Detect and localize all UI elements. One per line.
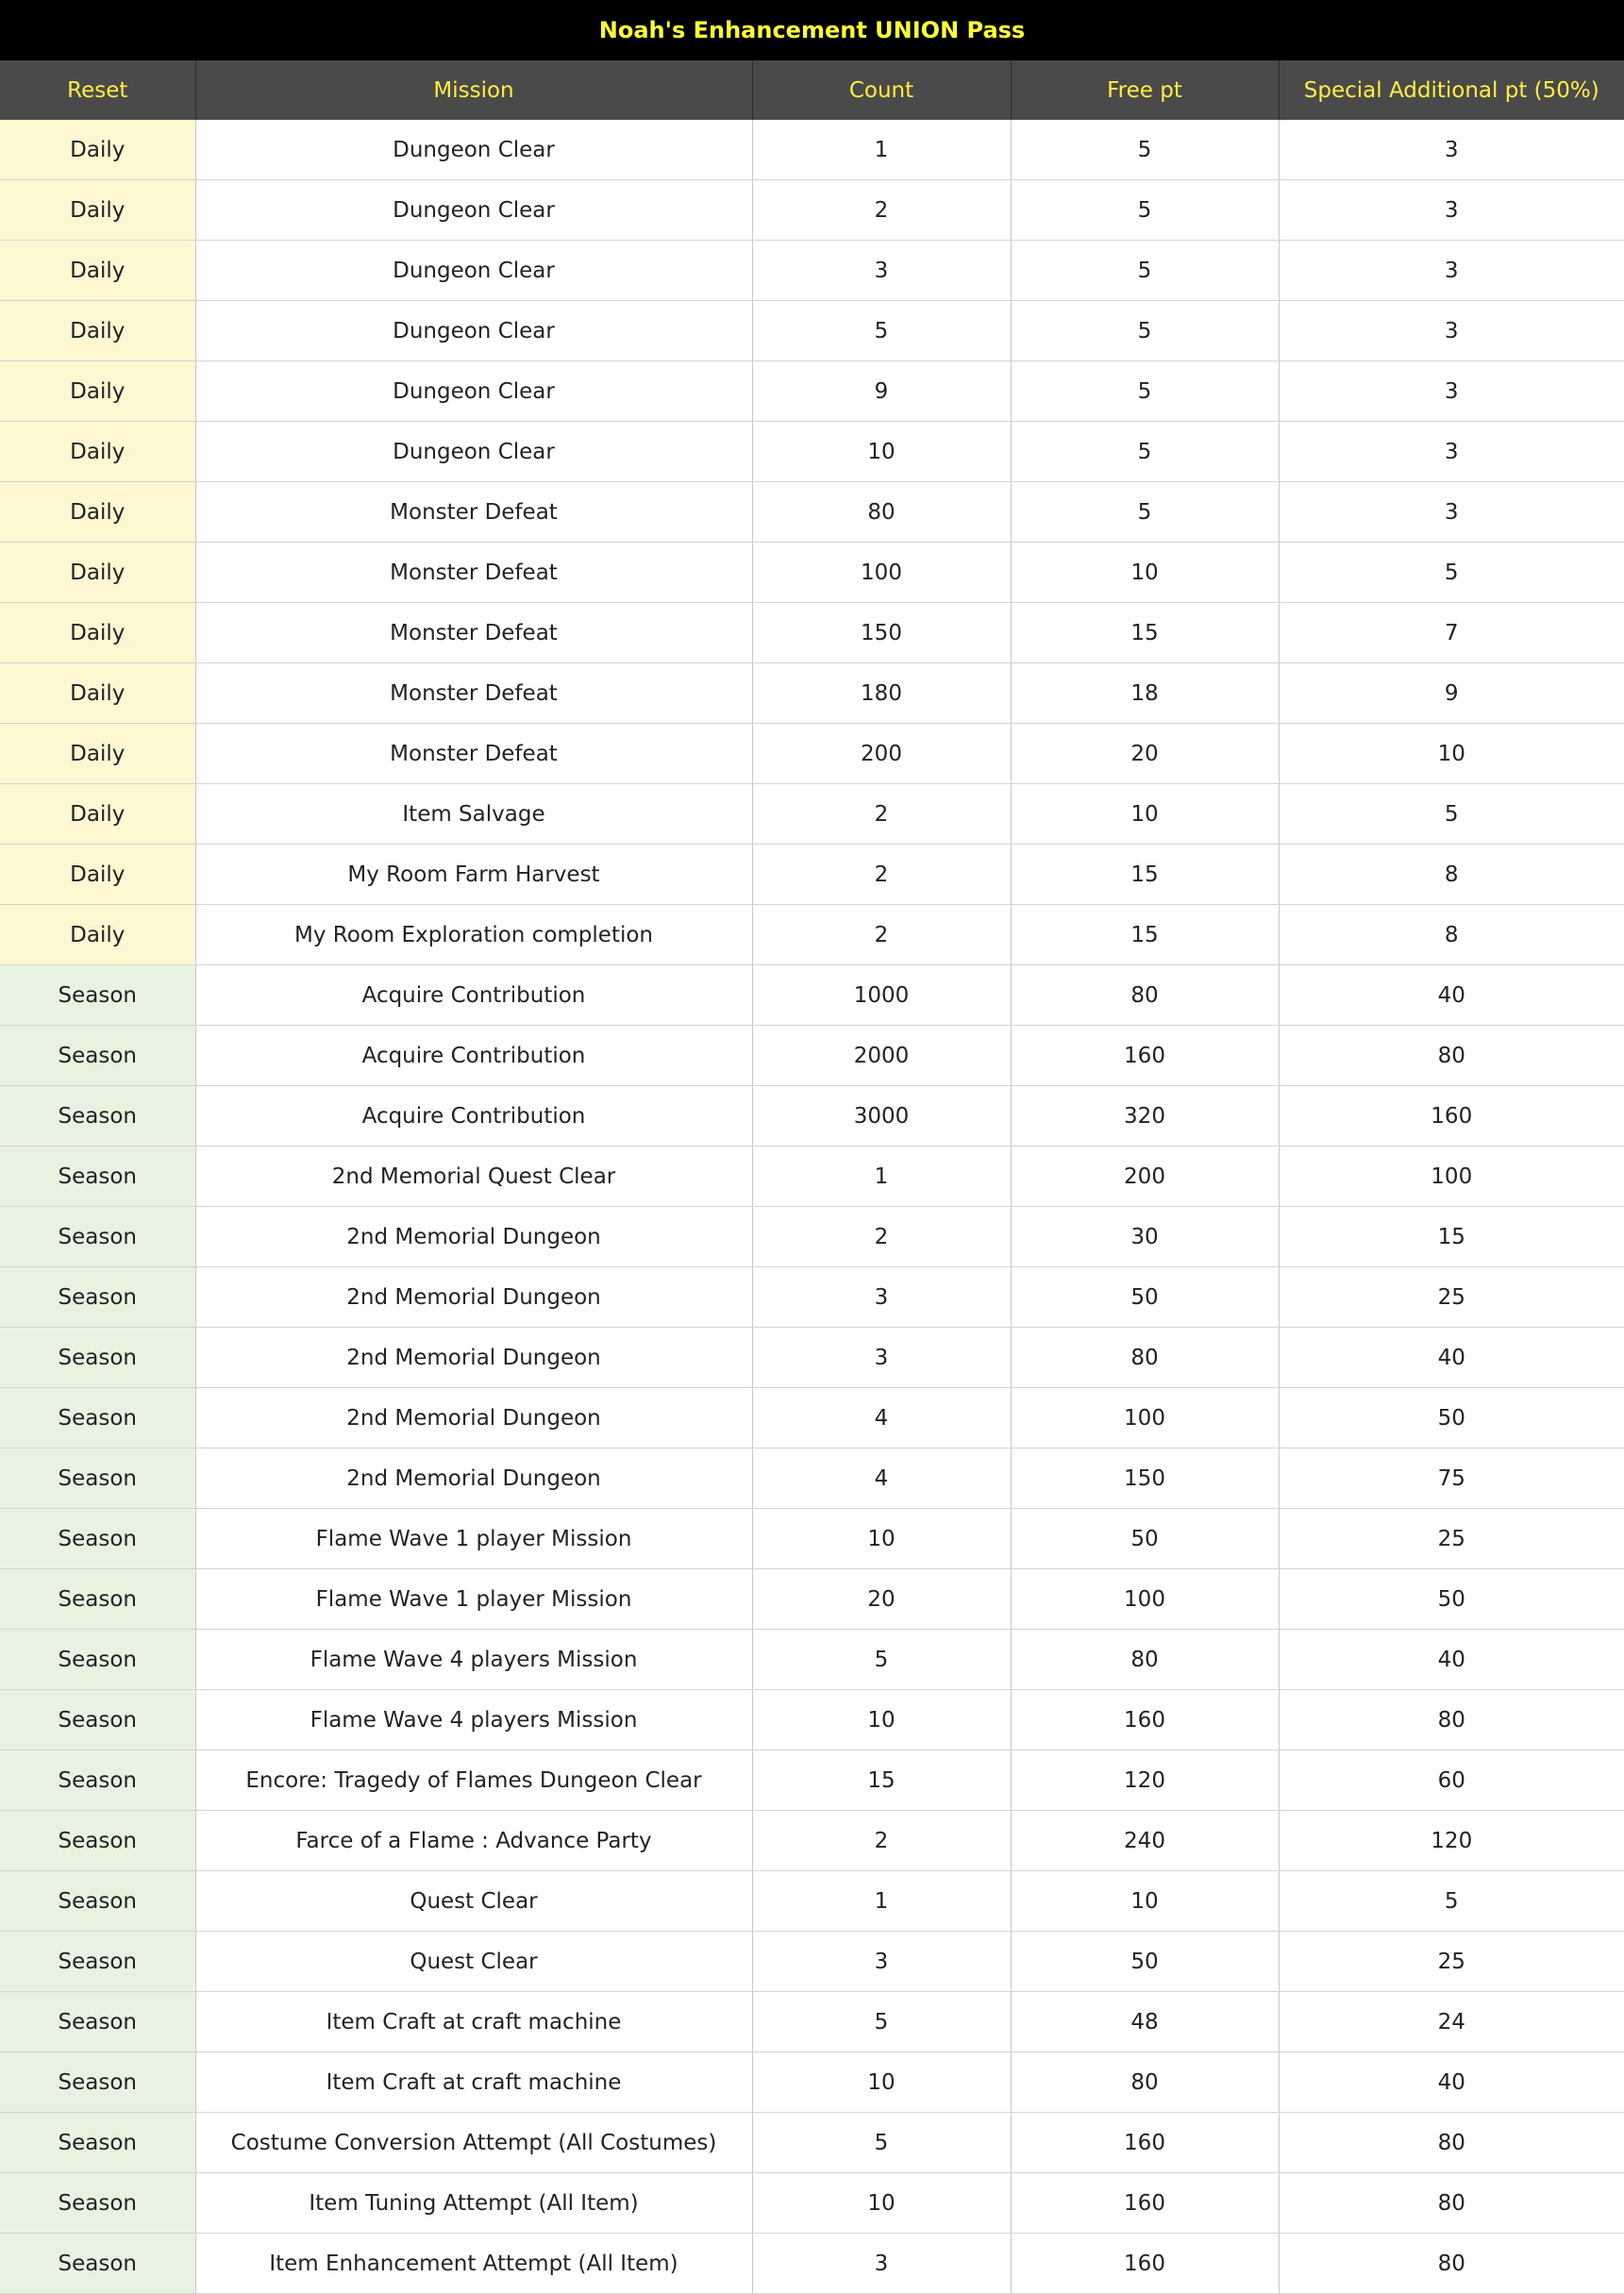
column-header-special-pt: Special Additional pt (50%) [1279,60,1624,120]
cell-reset: Season [0,1569,195,1630]
column-header-mission: Mission [195,60,752,120]
cell-mission: Flame Wave 1 player Mission [195,1509,752,1569]
cell-special-pt: 3 [1279,482,1624,543]
cell-mission: Dungeon Clear [195,361,752,422]
cell-free-pt: 5 [1011,422,1279,482]
cell-mission: Monster Defeat [195,603,752,663]
cell-reset: Season [0,1328,195,1388]
cell-free-pt: 5 [1011,180,1279,241]
cell-count: 10 [752,2173,1011,2234]
cell-mission: Dungeon Clear [195,241,752,301]
cell-reset: Season [0,2173,195,2234]
table-row [0,482,1624,543]
table-row [0,1871,1624,1932]
cell-mission: Dungeon Clear [195,180,752,241]
table-header [0,60,1624,120]
cell-mission: Item Craft at craft machine [195,1992,752,2052]
cell-reset: Season [0,1026,195,1086]
cell-count: 1 [752,120,1011,180]
cell-count: 10 [752,1509,1011,1569]
cell-reset: Season [0,965,195,1026]
cell-free-pt: 160 [1011,1026,1279,1086]
cell-reset: Daily [0,603,195,663]
table-row [0,2173,1624,2234]
cell-free-pt: 240 [1011,1811,1279,1871]
cell-special-pt: 25 [1279,1509,1624,1569]
table-row [0,2234,1624,2294]
cell-mission: Monster Defeat [195,482,752,543]
cell-count: 10 [752,1690,1011,1750]
cell-count: 200 [752,724,1011,784]
cell-mission: Quest Clear [195,1871,752,1932]
cell-mission: 2nd Memorial Dungeon [195,1388,752,1448]
cell-special-pt: 3 [1279,120,1624,180]
cell-mission: Quest Clear [195,1932,752,1992]
cell-count: 1 [752,1871,1011,1932]
table-row [0,1328,1624,1388]
cell-mission: Dungeon Clear [195,120,752,180]
cell-reset: Season [0,2052,195,2113]
cell-reset: Season [0,1267,195,1328]
cell-mission: Flame Wave 4 players Mission [195,1690,752,1750]
cell-reset: Season [0,1388,195,1448]
table-row [0,361,1624,422]
cell-special-pt: 25 [1279,1267,1624,1328]
table-row [0,2113,1624,2173]
cell-count: 10 [752,2052,1011,2113]
cell-mission: Flame Wave 1 player Mission [195,1569,752,1630]
table-row [0,1207,1624,1267]
cell-special-pt: 50 [1279,1569,1624,1630]
cell-free-pt: 48 [1011,1992,1279,2052]
cell-free-pt: 50 [1011,1267,1279,1328]
cell-free-pt: 80 [1011,1328,1279,1388]
table-body [0,120,1624,2294]
cell-special-pt: 3 [1279,241,1624,301]
cell-free-pt: 15 [1011,603,1279,663]
table-row [0,2052,1624,2113]
cell-mission: My Room Exploration completion [195,905,752,965]
cell-reset: Season [0,1630,195,1690]
cell-mission: Dungeon Clear [195,301,752,361]
union-pass-table [0,60,1624,2294]
cell-mission: Farce of a Flame : Advance Party [195,1811,752,1871]
cell-count: 3 [752,1932,1011,1992]
cell-count: 2 [752,1811,1011,1871]
cell-free-pt: 200 [1011,1147,1279,1207]
cell-mission: Monster Defeat [195,724,752,784]
cell-free-pt: 100 [1011,1569,1279,1630]
cell-special-pt: 40 [1279,1630,1624,1690]
cell-count: 100 [752,543,1011,603]
cell-mission: 2nd Memorial Dungeon [195,1267,752,1328]
cell-count: 3000 [752,1086,1011,1147]
cell-mission: Dungeon Clear [195,422,752,482]
cell-reset: Season [0,1992,195,2052]
column-header-reset: Reset [0,60,195,120]
cell-free-pt: 20 [1011,724,1279,784]
cell-count: 150 [752,603,1011,663]
cell-free-pt: 5 [1011,482,1279,543]
cell-special-pt: 80 [1279,1690,1624,1750]
table-row [0,965,1624,1026]
cell-count: 4 [752,1388,1011,1448]
cell-special-pt: 8 [1279,905,1624,965]
cell-reset: Season [0,1811,195,1871]
cell-reset: Daily [0,784,195,845]
cell-count: 10 [752,422,1011,482]
cell-special-pt: 50 [1279,1388,1624,1448]
cell-count: 2 [752,784,1011,845]
cell-count: 5 [752,2113,1011,2173]
cell-mission: Costume Conversion Attempt (All Costumes) [195,2113,752,2173]
cell-reset: Season [0,2234,195,2294]
table-row [0,1026,1624,1086]
cell-special-pt: 15 [1279,1207,1624,1267]
cell-count: 3 [752,1328,1011,1388]
cell-special-pt: 160 [1279,1086,1624,1147]
table-row [0,1086,1624,1147]
table-row [0,1932,1624,1992]
cell-count: 5 [752,301,1011,361]
cell-reset: Season [0,1086,195,1147]
cell-special-pt: 120 [1279,1811,1624,1871]
cell-count: 3 [752,1267,1011,1328]
table-row [0,1690,1624,1750]
table-row [0,241,1624,301]
cell-special-pt: 5 [1279,543,1624,603]
cell-special-pt: 40 [1279,2052,1624,2113]
table-row [0,1509,1624,1569]
table-row [0,1388,1624,1448]
cell-special-pt: 80 [1279,2113,1624,2173]
cell-reset: Daily [0,422,195,482]
cell-mission: Item Salvage [195,784,752,845]
cell-free-pt: 160 [1011,2234,1279,2294]
table-row [0,543,1624,603]
cell-count: 3 [752,2234,1011,2294]
table-row [0,1267,1624,1328]
cell-free-pt: 30 [1011,1207,1279,1267]
cell-count: 3 [752,241,1011,301]
table-row [0,422,1624,482]
cell-special-pt: 5 [1279,784,1624,845]
cell-special-pt: 10 [1279,724,1624,784]
table-row [0,180,1624,241]
table-row [0,845,1624,905]
table-row [0,1992,1624,2052]
cell-free-pt: 80 [1011,965,1279,1026]
cell-special-pt: 80 [1279,2234,1624,2294]
cell-special-pt: 3 [1279,361,1624,422]
cell-mission: Item Craft at craft machine [195,2052,752,2113]
cell-special-pt: 3 [1279,301,1624,361]
cell-count: 9 [752,361,1011,422]
cell-count: 20 [752,1569,1011,1630]
cell-free-pt: 5 [1011,241,1279,301]
table-row [0,1750,1624,1811]
cell-reset: Daily [0,241,195,301]
cell-reset: Season [0,1932,195,1992]
cell-count: 2 [752,180,1011,241]
cell-reset: Season [0,1448,195,1509]
cell-free-pt: 5 [1011,361,1279,422]
cell-count: 1 [752,1147,1011,1207]
cell-special-pt: 80 [1279,2173,1624,2234]
cell-free-pt: 100 [1011,1388,1279,1448]
cell-special-pt: 8 [1279,845,1624,905]
cell-special-pt: 25 [1279,1932,1624,1992]
cell-free-pt: 160 [1011,2113,1279,2173]
cell-mission: Acquire Contribution [195,1026,752,1086]
cell-count: 80 [752,482,1011,543]
cell-reset: Daily [0,543,195,603]
header-row [0,60,1624,120]
cell-mission: Flame Wave 4 players Mission [195,1630,752,1690]
cell-mission: Item Enhancement Attempt (All Item) [195,2234,752,2294]
cell-free-pt: 5 [1011,120,1279,180]
cell-count: 5 [752,1992,1011,2052]
cell-mission: Monster Defeat [195,543,752,603]
table-row [0,784,1624,845]
cell-free-pt: 80 [1011,2052,1279,2113]
cell-free-pt: 50 [1011,1509,1279,1569]
cell-reset: Season [0,1147,195,1207]
table-row [0,724,1624,784]
cell-reset: Season [0,1690,195,1750]
cell-free-pt: 5 [1011,301,1279,361]
column-header-count: Count [752,60,1011,120]
cell-free-pt: 150 [1011,1448,1279,1509]
cell-free-pt: 15 [1011,905,1279,965]
cell-reset: Daily [0,724,195,784]
cell-reset: Season [0,1871,195,1932]
cell-special-pt: 5 [1279,1871,1624,1932]
cell-mission: Acquire Contribution [195,1086,752,1147]
cell-special-pt: 7 [1279,603,1624,663]
page-title: Noah's Enhancement UNION Pass [0,0,1624,60]
cell-reset: Daily [0,180,195,241]
cell-special-pt: 40 [1279,1328,1624,1388]
cell-special-pt: 24 [1279,1992,1624,2052]
cell-special-pt: 60 [1279,1750,1624,1811]
cell-special-pt: 100 [1279,1147,1624,1207]
cell-count: 2 [752,1207,1011,1267]
cell-special-pt: 75 [1279,1448,1624,1509]
cell-mission: Acquire Contribution [195,965,752,1026]
cell-special-pt: 80 [1279,1026,1624,1086]
cell-free-pt: 120 [1011,1750,1279,1811]
table-row [0,1811,1624,1871]
table-row [0,1147,1624,1207]
cell-free-pt: 18 [1011,663,1279,724]
cell-mission: 2nd Memorial Dungeon [195,1448,752,1509]
cell-reset: Season [0,1509,195,1569]
cell-special-pt: 3 [1279,422,1624,482]
cell-count: 2 [752,905,1011,965]
cell-reset: Season [0,1750,195,1811]
cell-reset: Season [0,1207,195,1267]
cell-free-pt: 160 [1011,1690,1279,1750]
cell-free-pt: 320 [1011,1086,1279,1147]
table-row [0,1630,1624,1690]
cell-reset: Season [0,2113,195,2173]
cell-reset: Daily [0,120,195,180]
table-row [0,1569,1624,1630]
cell-free-pt: 10 [1011,1871,1279,1932]
cell-free-pt: 80 [1011,1630,1279,1690]
cell-count: 180 [752,663,1011,724]
cell-count: 1000 [752,965,1011,1026]
cell-mission: My Room Farm Harvest [195,845,752,905]
cell-reset: Daily [0,663,195,724]
cell-count: 2000 [752,1026,1011,1086]
cell-reset: Daily [0,905,195,965]
cell-mission: 2nd Memorial Dungeon [195,1328,752,1388]
cell-free-pt: 10 [1011,784,1279,845]
cell-count: 4 [752,1448,1011,1509]
cell-mission: Item Tuning Attempt (All Item) [195,2173,752,2234]
cell-special-pt: 40 [1279,965,1624,1026]
cell-special-pt: 9 [1279,663,1624,724]
cell-mission: Encore: Tragedy of Flames Dungeon Clear [195,1750,752,1811]
cell-free-pt: 160 [1011,2173,1279,2234]
cell-mission: 2nd Memorial Quest Clear [195,1147,752,1207]
cell-special-pt: 3 [1279,180,1624,241]
cell-count: 2 [752,845,1011,905]
cell-free-pt: 50 [1011,1932,1279,1992]
cell-free-pt: 10 [1011,543,1279,603]
table-row [0,301,1624,361]
cell-reset: Daily [0,301,195,361]
table-row [0,905,1624,965]
cell-reset: Daily [0,361,195,422]
column-header-free-pt: Free pt [1011,60,1279,120]
cell-mission: Monster Defeat [195,663,752,724]
cell-reset: Daily [0,482,195,543]
cell-count: 5 [752,1630,1011,1690]
cell-free-pt: 15 [1011,845,1279,905]
table-row [0,120,1624,180]
table-row [0,663,1624,724]
table-row [0,603,1624,663]
cell-count: 15 [752,1750,1011,1811]
cell-reset: Daily [0,845,195,905]
table-row [0,1448,1624,1509]
cell-mission: 2nd Memorial Dungeon [195,1207,752,1267]
